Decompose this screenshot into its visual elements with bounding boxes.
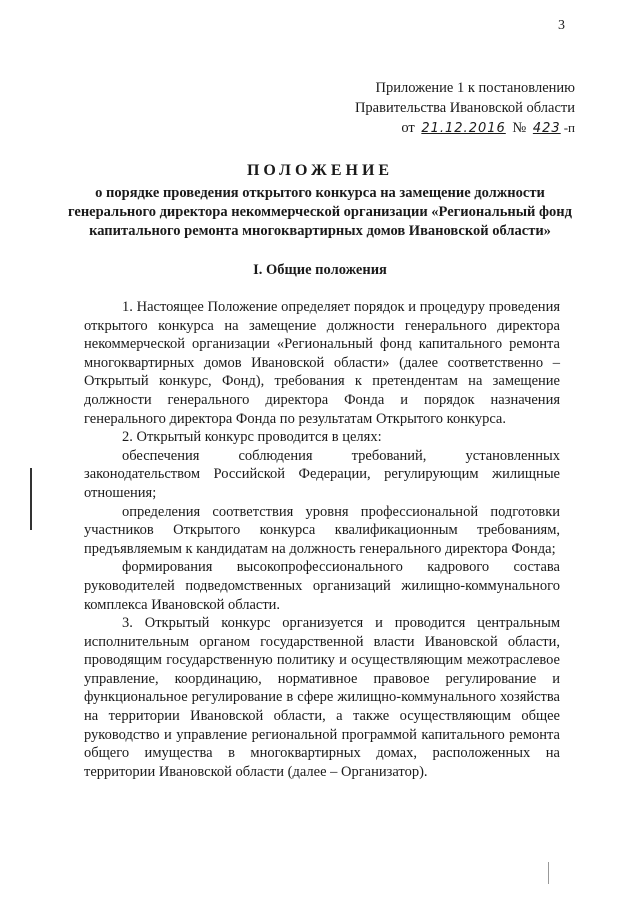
section-heading: I. Общие положения bbox=[253, 262, 387, 278]
paragraph: 2. Открытый конкурс проводится в целях: bbox=[122, 429, 382, 446]
number-suffix: -п bbox=[563, 120, 575, 135]
appendix-line-2: Правительства Ивановской области bbox=[354, 100, 575, 116]
decree-date: 21.12.2016 bbox=[421, 121, 506, 136]
document-subtitle: о порядке проведения открытого конкурса на замещение должности генерального директора некоммерческой организации «Региональный фонд капитального ремонта многоквартирных домов Ивановской области» bbox=[68, 185, 572, 239]
paragraph: 1. Настоящее Положение определяет порядок и процедуру проведения открытого конкурса на замещение должности генерального директора некоммерческой организации «Региональный фонд капитального ремонта многоквартирных домов Ивановской области» (далее соответственно – Открытый конкурс, Фонд), требования к претендентам на замещение должности генерального директора Фонда и порядок назначения генерального директора Фонда по результатам Открытого конкурса. bbox=[84, 299, 560, 427]
decree-number: 423 bbox=[532, 121, 561, 136]
page-number: 3 bbox=[558, 18, 565, 33]
number-label: № bbox=[512, 120, 527, 136]
document-title: ПОЛОЖЕНИЕ bbox=[246, 162, 394, 179]
appendix-line-1: Приложение 1 к постановлению bbox=[375, 80, 575, 96]
appendix-block bbox=[345, 78, 575, 139]
from-label: от bbox=[401, 120, 415, 136]
margin-mark bbox=[30, 468, 32, 530]
scan-mark bbox=[548, 862, 549, 884]
paragraph: обеспечения соблюдения требований, установленных законодательством Российской Федерации, регулирующим жилищные отношения; bbox=[84, 447, 560, 501]
paragraph: формирования высокопрофессионального кадрового состава руководителей подведомственных организаций жилищно-коммунального комплекса Ивановской области. bbox=[84, 559, 560, 613]
paragraph: 3. Открытый конкурс организуется и проводится центральным исполнительным органом государственной власти Ивановской области, проводящим государственную политику и осуществляющим межотраслевое управление, координацию, нормативное правовое регулирование и функциональное регулирование в сфере жилищно-коммунального хозяйства на территории Ивановской области, а также осуществляющим общее руководство и управление региональной программой капитального ремонта общего имущества в многоквартирных домах, расположенных на территории Ивановской области (далее – Организатор). bbox=[84, 615, 560, 780]
body-text bbox=[84, 298, 560, 781]
appendix-date-row bbox=[345, 118, 575, 139]
title-block bbox=[60, 162, 580, 241]
paragraph: определения соответствия уровня профессиональной подготовки участников Открытого конкурса квалификационным требованиям, предъявляемым к кандидатам на должность генерального директора Фонда; bbox=[84, 503, 560, 557]
